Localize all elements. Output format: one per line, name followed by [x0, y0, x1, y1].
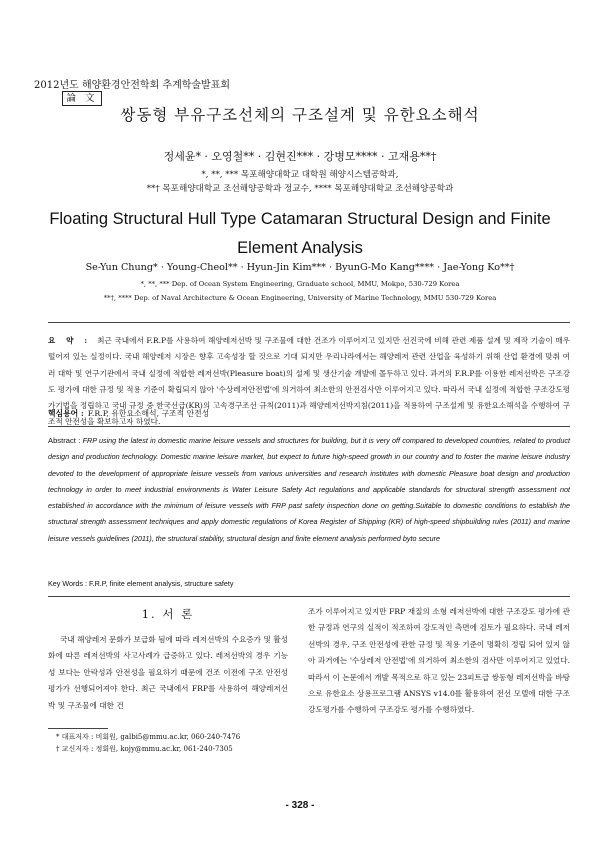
abstract-korean-text: 최근 국내에서 F.R.P를 사용하여 해양레저선박 및 구조물에 대한 건조가 이루어지고 있지만 선진국에 비해 관련 제품 설계 및 제작 기술이 매우 떨어져 있는 실정이다. 국내 해양레저 시장은 향후 고속성장 할 것으로 기대 되지만 우리나라에서는 해양레저 관련 산업을 육성하기 위해 산업 환경에 맞춰 여러 대학 및 연구기관에서 국내 실정에 적합한 레저선박(Pleasure boat)의 설계 및 생산기술 개발에 몰두하고 있다. 과거의 F.R.P를 이용한 레저선박은 구조강도 평가에 대한 규정 및 적용 기준이 확립되지 않아 '수상레저안전법'에 의거하여 최소한의 안전검사만 이루어지고 있다. 따라서 국내 실정에 적합한 구조강도평가기법을 정립하고 국내 규정 중 한국선급(KR)의 고속경구조선 규칙(2011)과 해양레저선박지침(2011)을 적용하여 구조설계 및 유한요소해석을 수행하여 구조적 안전성을 확보하고자 하였다.: [48, 336, 570, 427]
abstract-korean-label: 요 약 :: [48, 336, 92, 345]
affiliation-korean-2: **† 목포해양대학교 조선해양공학과 정교수, **** 목포해양대학교 조선해양공학과: [146, 184, 454, 194]
authors-english: Se-Yun Chung* · Young-Cheol** · Hyun-Jin Kim*** · ByunG-Mo Kang**** · Jae-Yong Ko**†: [85, 262, 515, 273]
keywords-english: [48, 579, 234, 588]
keywords-korean-text: F.R.P, 유한요소해석, 구조적 안전성: [87, 409, 210, 418]
section-heading-introduction: 1. 서 론: [141, 607, 195, 621]
page-number: - 328 -: [285, 800, 315, 811]
divider-top: [48, 322, 570, 323]
keywords-korean: [48, 408, 209, 419]
title-english: Floating Structural Hull Type Catamaran Structural Design and Finite Element Analysis: [49, 210, 551, 257]
authors-korean: 정세윤* · 오영철** · 김현진*** · 강병모**** · 고재용**†: [163, 150, 437, 163]
affiliation-english-1: *, **, *** Dep. of Ocean System Engineering, Graduate school, MMU, Mokpo, 530-729 Korea: [140, 280, 460, 288]
abstract-english-label: Abstract :: [48, 436, 81, 445]
footnote-corresponding-author: † 교신저자 : 정회원, kojy@mmu.ac.kr, 061-240-7305: [56, 745, 233, 753]
abstract-english-text: FRP using the latest in domestic marine leisure vessels and structures for building, but it is very off compared to developed countries, related to product design and production technology. Domestic marine leisure market, but expect to future high-speed growth in our country and to foster the marine leisure industry devoted to the development of appropriate leisure vessels from various universities and research institutes with domestic Pleasure boat design and production technology in order to meet industrial environments is Water Leisure Safety Act regulations and applicable standards for structural strength assessment not established in accordance with the minimum of leisure vessels with FRP past safety inspection done on getting.Suitable to domestic conditions to establish the structural strength assessment techniques and apply domestic regulations of Korea Register of Shipping (KR) of high-speed shipbuilding rules (2011) and marine leisure vessels guidelines (2011), the structural stability, structural design and finite element analysis performed byto secure: [48, 436, 571, 543]
introduction-left-column: 국내 해양레저 문화가 보급화 됨에 따라 레저선박의 수요증가 및 활성화에 따른 레저선박의 사고사례가 급증하고 있다. 레저선박의 경우 기능성 보다는 안락성과 안전성을 필요하기 때문에 건조 이전에 구조 안전성 평가가 선행되어져야 한다. 최근 국내에서 FRP를 사용하여 해양레저선박 및 구조물에 대한 건: [48, 635, 288, 710]
proceedings-header: 2012년도 해양환경안전학회 추계학술발표회: [34, 80, 231, 91]
keywords-english-label: Key Words :: [48, 579, 88, 588]
footnote-first-author: * 대표저자 : 비회원, galbi5@mmu.ac.kr, 060-240-7476: [56, 733, 241, 741]
keywords-korean-label: 핵심용어 :: [48, 409, 84, 418]
paper-type-label: 論 文: [62, 91, 102, 106]
divider-middle: [48, 426, 570, 427]
keywords-english-text: F.R.P, finite element analysis, structure safety: [89, 579, 234, 588]
affiliation-korean-1: *, **, *** 목포해양대학교 대학원 해양시스템공학과,: [201, 170, 399, 180]
introduction-right-column: 조가 이루어지고 있지만 FRP 재질의 소형 레저선박에 대한 구조강도 평가에 관한 규정과 연구의 실적이 적조하여 강도적인 측면에 검토가 필요하다. 국내 레저선박의 경우, 구조 안전성에 관한 규정 및 적용 기준이 명확히 정립 되어 있지 않아 과거에는 '수상레저 안전법'에 의거하여 최소한의 검사만 이루어지고 있었다. 따라서 이 논문에서 개발 목적으로 하고 있는 23피트급 쌍동형 레저선박을 바탕으로 유한요소 상용프로그램 ANSYS v14.0를 활용하여 전선 모델에 대한 구조강도평가를 수행하여 구조강도 평가를 수행하였다.: [308, 607, 570, 715]
abstract-english: [48, 433, 570, 547]
footnote-separator: [48, 728, 108, 729]
divider-bottom: [48, 596, 570, 597]
title-korean: 쌍동형 부유구조선체의 구조설계 및 유한요소해석: [120, 106, 480, 124]
affiliation-english-2: **†, **** Dep. of Naval Architecture & Ocean Engineering, University of Marine Technology, MMU 530-729 Korea: [103, 294, 497, 302]
